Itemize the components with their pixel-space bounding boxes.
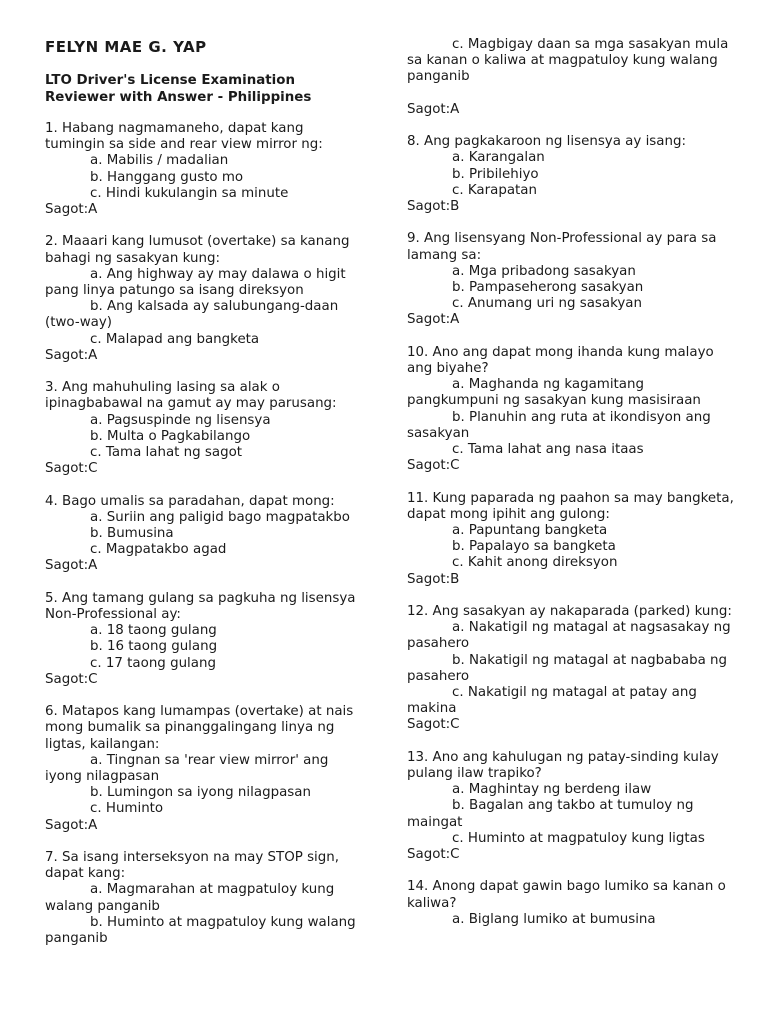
answer-choice: b. Lumingon sa iyong nilagpasan bbox=[90, 785, 311, 801]
answer-choice: b. Papalayo sa bangketa bbox=[452, 539, 616, 555]
question-block bbox=[407, 750, 737, 863]
answer-choice: a. Tingnan sa 'rear view mirror' ang iyong nilagpasan bbox=[45, 752, 329, 785]
question-text: 14. Anong dapat gawin bago lumiko sa kanan o kaliwa? bbox=[407, 879, 726, 911]
right-column-questions bbox=[407, 134, 737, 928]
question-text: 7. Sa isang interseksyon na may STOP sign, dapat kang: bbox=[45, 850, 340, 882]
document-title: LTO Driver's License Examination Reviewer with Answer - Philippines bbox=[45, 73, 312, 105]
question-text: 5. Ang tamang gulang sa pagkuha ng lisensya Non-Professional ay: bbox=[45, 590, 356, 623]
question-text: 9. Ang lisensyang Non-Professional ay para sa lamang sa: bbox=[407, 231, 717, 263]
question-block bbox=[45, 380, 365, 477]
q7-choice-c: c. Magbigay daan sa mga sasakyan mula sa kanan o kaliwa at magpatuloy kung walang panganib bbox=[407, 37, 729, 85]
answer-choice: b. Huminto at magpatuloy kung walang panganib bbox=[45, 914, 356, 947]
answer-choice: a. Karangalan bbox=[452, 150, 545, 166]
question-text: 3. Ang mahuhuling lasing sa alak o ipinagbabawal na gamut ay may parusang: bbox=[45, 380, 337, 412]
answer-choice: c. 17 taong gulang bbox=[90, 655, 216, 671]
answer-key: Sagot:A bbox=[45, 347, 98, 363]
answer-choice: b. Bagalan ang takbo at tumuloy ng maingat bbox=[407, 798, 694, 830]
question-text: 2. Maaari kang lumusot (overtake) sa kanang bahagi ng sasakyan kung: bbox=[45, 234, 350, 266]
answer-choice: a. Maghintay ng berdeng ilaw bbox=[452, 782, 652, 798]
answer-choice: b. Bumusina bbox=[90, 526, 174, 542]
question-text: 1. Habang nagmamaneho, dapat kang tumingin sa side and rear view mirror ng: bbox=[45, 121, 323, 153]
answer-choice: b. Multa o Pagkabilango bbox=[90, 428, 251, 444]
answer-key: Sagot:C bbox=[407, 847, 460, 863]
author-name: FELYN MAE G. YAP bbox=[45, 38, 207, 56]
answer-choice: a. Pagsuspinde ng lisensya bbox=[90, 412, 271, 428]
question-block bbox=[407, 345, 737, 475]
question-block bbox=[407, 491, 737, 588]
answer-key: Sagot:C bbox=[45, 461, 98, 477]
question-text: 10. Ano ang dapat mong ihanda kung malayo ang biyahe? bbox=[407, 344, 714, 376]
question-block bbox=[45, 850, 365, 947]
answer-choice: c. Hindi kukulangin sa minute bbox=[90, 185, 289, 201]
answer-key: Sagot:A bbox=[45, 202, 98, 218]
question-text: 8. Ang pagkakaroon ng lisensya ay isang: bbox=[407, 134, 686, 150]
answer-choice: c. Nakatigil ng matagal at patay ang makina bbox=[407, 685, 697, 717]
answer-choice: a. Ang highway ay may dalawa o higit pang linya patungo sa isang direksyon bbox=[45, 266, 346, 299]
question-text: 13. Ano ang kahulugan ng patay-sinding kulay pulang ilaw trapiko? bbox=[407, 749, 719, 782]
question-block bbox=[45, 121, 365, 218]
question-block bbox=[45, 704, 365, 834]
answer-choice: a. Papuntang bangketa bbox=[452, 523, 608, 539]
answer-key: Sagot:A bbox=[45, 558, 98, 574]
answer-choice: c. Huminto bbox=[90, 801, 164, 817]
answer-key: Sagot:C bbox=[45, 671, 98, 687]
answer-choice: a. Nakatigil ng matagal at nagsasakay ng pasahero bbox=[407, 620, 731, 652]
answer-key: Sagot:B bbox=[407, 571, 460, 587]
answer-choice: b. Nakatigil ng matagal at nagbababa ng pasahero bbox=[407, 652, 728, 684]
answer-choice: c. Kahit anong direksyon bbox=[452, 555, 618, 571]
answer-choice: b. Pampaseherong sasakyan bbox=[452, 280, 644, 295]
answer-choice: a. Mabilis / madalian bbox=[90, 153, 229, 169]
question-block bbox=[407, 604, 737, 734]
answer-choice: c. Anumang uri ng sasakyan bbox=[452, 296, 642, 312]
question-text: 6. Matapos kang lumampas (overtake) at nais mong bumalik sa pinanggalingang linya ng ligtas, kailangan: bbox=[45, 704, 354, 752]
answer-choice: b. Ang kalsada ay salubungang-daan (two-way) bbox=[45, 299, 339, 331]
question-block bbox=[407, 231, 737, 328]
answer-choice: c. Karapatan bbox=[452, 182, 537, 198]
question-block bbox=[407, 134, 737, 215]
question-block bbox=[45, 494, 365, 575]
answer-choice: a. Mga pribadong sasakyan bbox=[452, 263, 636, 279]
spacer bbox=[407, 86, 737, 102]
answer-choice: c. Malapad ang bangketa bbox=[90, 331, 260, 347]
answer-choice: b. Pribilehiyo bbox=[452, 166, 539, 182]
answer-choice: a. Suriin ang paligid bago magpatakbo bbox=[90, 509, 350, 525]
answer-key: Sagot:A bbox=[407, 312, 460, 328]
question-block bbox=[45, 234, 365, 364]
answer-key: Sagot:A bbox=[45, 817, 98, 833]
q7-answer: Sagot:A bbox=[407, 101, 460, 117]
answer-choice: b. Hanggang gusto mo bbox=[90, 169, 244, 185]
question-block bbox=[45, 591, 365, 688]
answer-choice: a. 18 taong gulang bbox=[90, 623, 217, 639]
question-text: 12. Ang sasakyan ay nakaparada (parked) kung: bbox=[407, 604, 732, 620]
answer-key: Sagot:C bbox=[407, 458, 460, 474]
answer-choice: c. Huminto at magpatuloy kung ligtas bbox=[452, 830, 705, 846]
answer-choice: c. Magpatakbo agad bbox=[90, 542, 227, 558]
right-column bbox=[407, 37, 737, 944]
answer-choice: b. 16 taong gulang bbox=[90, 639, 218, 655]
answer-choice: a. Biglang lumiko at bumusina bbox=[452, 911, 656, 927]
left-column-questions bbox=[45, 121, 365, 963]
question-text: 4. Bago umalis sa paradahan, dapat mong: bbox=[45, 493, 335, 509]
question-block bbox=[407, 879, 737, 928]
answer-choice: a. Maghanda ng kagamitang pangkumpuni ng sasakyan kung masisiraan bbox=[407, 377, 701, 409]
question-text: 11. Kung paparada ng paahon sa may bangketa, dapat mong ipihit ang gulong: bbox=[407, 490, 734, 522]
answer-key: Sagot:B bbox=[407, 199, 460, 214]
answer-choice: a. Magmarahan at magpatuloy kung walang panganib bbox=[45, 882, 335, 914]
answer-choice: b. Planuhin ang ruta at ikondisyon ang sasakyan bbox=[407, 409, 711, 441]
answer-choice: c. Tama lahat ang nasa itaas bbox=[452, 442, 644, 458]
answer-choice: c. Tama lahat ng sagot bbox=[90, 445, 243, 461]
answer-key: Sagot:C bbox=[407, 717, 460, 733]
spacer bbox=[407, 118, 737, 134]
